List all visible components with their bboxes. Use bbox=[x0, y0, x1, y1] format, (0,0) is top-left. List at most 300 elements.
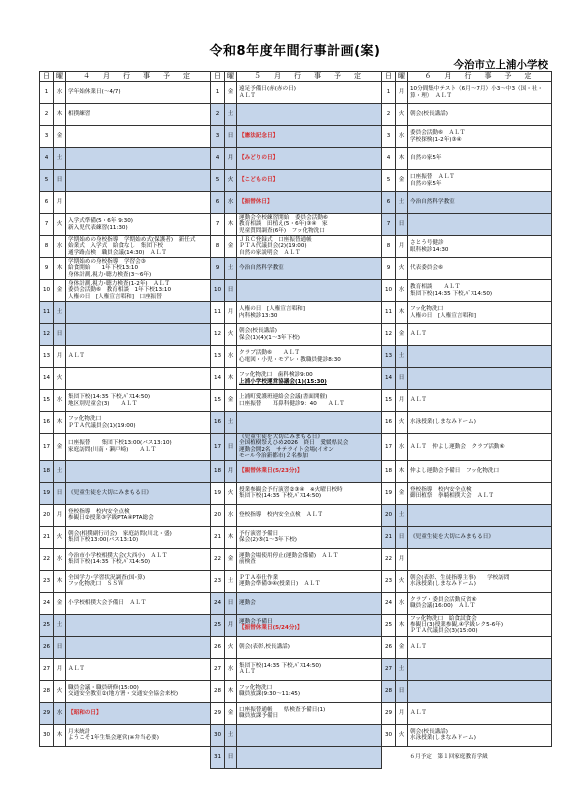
day-number-may: 15 bbox=[211, 390, 225, 412]
event-text: ＪＲＣ登録式 口座振替通帳 ＰＴＡ代議員会(2)(19:00) 自然の家説明会 ＡＬＴ bbox=[239, 236, 312, 256]
event-text: さとう号健診 眼科検診14:30 bbox=[410, 240, 449, 253]
day-row bbox=[40, 126, 552, 148]
event-text: 上浦町愛護班連絡会会議(書面開催) 口座振替 耳鼻科健診9：40 ＡＬＴ bbox=[239, 394, 345, 407]
weekday-apr: 土 bbox=[54, 460, 66, 482]
weekday-may: 月 bbox=[225, 302, 237, 324]
event-cell-may bbox=[237, 148, 382, 170]
event-cell-may bbox=[237, 482, 382, 504]
event-cell-may bbox=[237, 390, 382, 412]
event-text: 運動会予備日 bbox=[239, 618, 273, 625]
day-number-jun: 13 bbox=[382, 346, 396, 368]
day-row bbox=[40, 504, 552, 526]
holiday-label: 【憲法記念日】 bbox=[239, 133, 279, 140]
day-row bbox=[40, 702, 552, 724]
header-row bbox=[40, 72, 552, 82]
day-number-jun: 20 bbox=[382, 504, 396, 526]
day-number-jun: 27 bbox=[382, 658, 396, 680]
day-number-apr: 22 bbox=[40, 548, 54, 570]
weekday-may: 水 bbox=[225, 504, 237, 526]
day-number-may: 11 bbox=[211, 302, 225, 324]
header-weekday-jun: 曜 bbox=[396, 72, 408, 82]
event-cell-jun bbox=[408, 346, 552, 368]
day-number-may: 1 bbox=[211, 82, 225, 104]
holiday-label: 【親替休業日(5/23分)】 bbox=[239, 467, 303, 474]
day-number-may: 16 bbox=[211, 412, 225, 434]
event-cell-jun bbox=[408, 526, 552, 548]
event-text: 朝会(表彰,校長講話) bbox=[239, 643, 290, 650]
day-number-apr: 2 bbox=[40, 104, 54, 126]
weekday-may: 日 bbox=[225, 746, 237, 768]
event-text: 代表委員会⑥ bbox=[410, 265, 443, 272]
event-text: 予行演習予備日 保会(2)⑤(1～3年下校) bbox=[239, 530, 297, 544]
event-cell-apr bbox=[66, 390, 211, 412]
day-number-jun: 24 bbox=[382, 592, 396, 614]
event-cell-apr bbox=[66, 82, 211, 104]
day-number-jun: 7 bbox=[382, 214, 396, 236]
weekday-apr: 金 bbox=[54, 592, 66, 614]
event-cell-may bbox=[237, 82, 382, 104]
holiday-label: 【昭和の日】 bbox=[68, 709, 102, 716]
weekday-jun: 木 bbox=[396, 148, 408, 170]
event-cell-jun bbox=[408, 258, 552, 280]
event-cell-may bbox=[237, 614, 382, 636]
event-text: 学期始めの身校指導 学習会③ 給食開始 1年下校13:10 身体計測,視力･聴力検査(3～6年) bbox=[68, 258, 152, 278]
event-cell-apr bbox=[66, 614, 211, 636]
day-number-may: 21 bbox=[211, 526, 225, 548]
event-text: 運動会全校練習開始 委員会活動⑥ 教育相談 田植え(5・6年)③④ 家 児童質問調査(6年) フッ化物洗口 bbox=[239, 214, 328, 234]
weekday-jun: 金 bbox=[396, 324, 408, 346]
event-cell-apr bbox=[66, 368, 211, 390]
event-cell-jun bbox=[408, 614, 552, 636]
weekday-may: 月 bbox=[225, 614, 237, 636]
weekday-apr: 日 bbox=[54, 636, 66, 658]
day-number-jun: 17 bbox=[382, 434, 396, 461]
weekday-apr: 月 bbox=[54, 192, 66, 214]
day-number-apr bbox=[40, 746, 54, 768]
weekday-apr: 水 bbox=[54, 82, 66, 104]
day-number-apr: 19 bbox=[40, 482, 54, 504]
day-number-jun: 15 bbox=[382, 390, 396, 412]
event-cell-apr bbox=[66, 346, 211, 368]
weekday-jun: 火 bbox=[396, 724, 408, 746]
day-number-jun: 30 bbox=[382, 724, 396, 746]
day-number-jun: 22 bbox=[382, 548, 396, 570]
event-text: ＡＬＴ bbox=[68, 665, 85, 672]
day-number-apr: 12 bbox=[40, 324, 54, 346]
weekday-may: 木 bbox=[225, 214, 237, 236]
weekday-apr: 土 bbox=[54, 302, 66, 324]
weekday-may: 火 bbox=[225, 636, 237, 658]
event-text: フッ化物洗口 ＰＴＡ代議員会(1)(19:00) bbox=[68, 416, 136, 429]
event-cell-may bbox=[237, 346, 382, 368]
event-cell-jun bbox=[408, 236, 552, 258]
event-cell-jun bbox=[408, 412, 552, 434]
event-cell-apr bbox=[66, 592, 211, 614]
event-cell-jun bbox=[408, 104, 552, 126]
event-cell-may bbox=[237, 236, 382, 258]
day-row bbox=[40, 236, 552, 258]
weekday-jun: 月 bbox=[396, 702, 408, 724]
day-number-apr: 9 bbox=[40, 258, 54, 280]
day-row bbox=[40, 412, 552, 434]
holiday-label: 【こどもの日】 bbox=[239, 177, 279, 184]
event-text: ＰＴＡ奉仕作業 運動会準備③④(授業日) ＡＬＴ bbox=[239, 574, 321, 588]
day-row bbox=[40, 614, 552, 636]
event-text: 集団下校(14:35 下校,ﾊﾞｽ14:50) ＡＬＴ bbox=[239, 662, 322, 676]
event-text: 朝会(相撲副行司会) 家庭訪問(川北・盛) 集団下校13:00(バス13:10) bbox=[68, 530, 172, 544]
event-cell-apr bbox=[66, 412, 211, 434]
weekday-jun: 日 bbox=[396, 680, 408, 702]
weekday-jun: 土 bbox=[396, 346, 408, 368]
day-number-jun: 18 bbox=[382, 460, 396, 482]
weekday-may: 金 bbox=[225, 702, 237, 724]
holiday-label: 【振替休日】 bbox=[239, 199, 273, 206]
weekday-may: 月 bbox=[225, 460, 237, 482]
day-number-may: 6 bbox=[211, 192, 225, 214]
event-cell-jun bbox=[408, 724, 552, 746]
day-number-may: 24 bbox=[211, 592, 225, 614]
event-cell-jun bbox=[408, 192, 552, 214]
day-number-jun: 26 bbox=[382, 636, 396, 658]
day-number-may: 12 bbox=[211, 324, 225, 346]
event-text: 集団下校(14:35 下校,ﾊﾞｽ14:50) 地区別児童会(3) ＡＬＴ bbox=[68, 394, 151, 407]
day-number-jun: 21 bbox=[382, 526, 396, 548]
day-row bbox=[40, 434, 552, 461]
event-cell-apr bbox=[66, 504, 211, 526]
weekday-apr: 水 bbox=[54, 236, 66, 258]
day-number-may: 27 bbox=[211, 658, 225, 680]
day-number-jun: 1 bbox=[382, 82, 396, 104]
header-weekday-apr: 曜 bbox=[54, 72, 66, 82]
header-day-jun: 日 bbox=[382, 72, 396, 82]
event-text: ＡＬＴ bbox=[410, 331, 427, 338]
day-row bbox=[40, 658, 552, 680]
day-row bbox=[40, 636, 552, 658]
weekday-apr: 日 bbox=[54, 482, 66, 504]
event-text: 今治自然科学教室 bbox=[239, 265, 284, 272]
weekday-may: 月 bbox=[225, 148, 237, 170]
weekday-jun: 土 bbox=[396, 504, 408, 526]
weekday-jun: 月 bbox=[396, 390, 408, 412]
event-text: クラブ・委員会活動反省⑥ 職員会議(16:00) ＡＬＴ bbox=[410, 596, 477, 610]
day-number-apr: 26 bbox=[40, 636, 54, 658]
event-text: 朝会(表彰、生徒指導主事) 学校訪問 水泳授業(しまなみドーム) bbox=[410, 574, 510, 588]
event-cell-apr bbox=[66, 746, 211, 768]
page-title: 令和8年度年間行事計画(案) bbox=[209, 44, 381, 59]
event-text: 10分間集中テスト（6月～7月）小3～中3（国・社・算・理） ＡＬＴ bbox=[410, 86, 544, 99]
weekday-may: 金 bbox=[225, 82, 237, 104]
event-cell-may bbox=[237, 214, 382, 236]
event-text: 口座振替 ＡＬＴ 自然の家5年 bbox=[410, 174, 455, 187]
weekday-jun: 日 bbox=[396, 214, 408, 236]
event-cell-may bbox=[237, 170, 382, 192]
day-number-may: 10 bbox=[211, 280, 225, 302]
event-text: 遠足予備日(赤(赤の日) ＡＬＴ bbox=[239, 86, 296, 99]
day-number-apr: 1 bbox=[40, 82, 54, 104]
event-text: 自然の家5年 bbox=[410, 155, 442, 162]
weekday-jun: 水 bbox=[396, 434, 408, 461]
event-cell-may bbox=[237, 548, 382, 570]
day-number-jun: 29 bbox=[382, 702, 396, 724]
weekday-may: 土 bbox=[225, 570, 237, 592]
day-number-may: 3 bbox=[211, 126, 225, 148]
weekday-may: 土 bbox=[225, 724, 237, 746]
day-number-apr: 16 bbox=[40, 412, 54, 434]
day-number-apr: 20 bbox=[40, 504, 54, 526]
event-text: 《児童生徒を大切にみまもる日》 bbox=[410, 533, 494, 540]
weekday-jun bbox=[396, 746, 408, 768]
event-text: 登校指導 校内安全点検 参観日②授業③学級PTA④PTA総会 bbox=[68, 508, 154, 522]
event-cell-jun bbox=[408, 302, 552, 324]
day-row bbox=[40, 548, 552, 570]
weekday-jun: 火 bbox=[396, 258, 408, 280]
day-number-may: 14 bbox=[211, 368, 225, 390]
day-number-may: 19 bbox=[211, 482, 225, 504]
weekday-may: 日 bbox=[225, 126, 237, 148]
day-number-jun: 12 bbox=[382, 324, 396, 346]
event-cell-apr bbox=[66, 702, 211, 724]
day-number-apr: 13 bbox=[40, 346, 54, 368]
weekday-apr: 火 bbox=[54, 526, 66, 548]
day-number-may: 9 bbox=[211, 258, 225, 280]
weekday-may: 火 bbox=[225, 170, 237, 192]
day-number-apr: 25 bbox=[40, 614, 54, 636]
weekday-apr: 月 bbox=[54, 504, 66, 526]
event-text: 登校指導 校内安全点検 ＡＬＴ bbox=[239, 511, 323, 518]
day-number-jun: 4 bbox=[382, 148, 396, 170]
weekday-apr: 水 bbox=[54, 548, 66, 570]
event-cell-may bbox=[237, 258, 382, 280]
event-text: 登校指導 校内安全点検 御田植祭 拳騎相撲大会 ＡＬＴ bbox=[410, 486, 494, 500]
event-cell-may bbox=[237, 126, 382, 148]
event-text: ＡＬＴ bbox=[68, 353, 85, 360]
event-cell-may bbox=[237, 104, 382, 126]
event-text: フッ化物洗口 人権の日 [人権宣言唱和] bbox=[410, 306, 476, 319]
event-cell-jun bbox=[408, 746, 552, 768]
day-number-jun: 3 bbox=[382, 126, 396, 148]
event-cell-apr bbox=[66, 170, 211, 192]
day-number-apr: 21 bbox=[40, 526, 54, 548]
event-cell-may bbox=[237, 280, 382, 302]
event-cell-may bbox=[237, 192, 382, 214]
event-cell-jun bbox=[408, 280, 552, 302]
event-cell-apr bbox=[66, 526, 211, 548]
weekday-apr: 木 bbox=[54, 570, 66, 592]
day-number-apr: 14 bbox=[40, 368, 54, 390]
day-row bbox=[40, 368, 552, 390]
day-number-may: 20 bbox=[211, 504, 225, 526]
event-emphasis: 上浦小学校運営協議会(1)(15:30) bbox=[239, 378, 327, 385]
event-text: 朝会(校長講話) bbox=[410, 111, 448, 118]
event-text: 学期始めの身校指導 学期始め式(保護者) 新任式 始業式 入学式 給食なし 集団下校 通学路点検 職員会議(14:30) ＡＬＴ bbox=[68, 236, 196, 256]
event-cell-may bbox=[237, 702, 382, 724]
weekday-jun: 水 bbox=[396, 592, 408, 614]
day-row bbox=[40, 482, 552, 504]
event-cell-apr bbox=[66, 636, 211, 658]
day-number-jun: 2 bbox=[382, 104, 396, 126]
day-row bbox=[40, 460, 552, 482]
event-cell-apr bbox=[66, 434, 211, 461]
weekday-may: 火 bbox=[225, 482, 237, 504]
day-number-jun: 5 bbox=[382, 170, 396, 192]
day-number-apr: 4 bbox=[40, 148, 54, 170]
schedule-table bbox=[39, 71, 552, 769]
event-cell-may bbox=[237, 412, 382, 434]
day-row bbox=[40, 724, 552, 746]
event-cell-may bbox=[237, 680, 382, 702]
event-text: 委員会活動⑥ ＡＬＴ 学校探検(1-2年)③④ bbox=[410, 130, 466, 143]
weekday-apr: 土 bbox=[54, 614, 66, 636]
event-text: 職員会議・職員研修(15:00) 交通安全教室②(地方署・交通安全協会来校) bbox=[68, 684, 179, 698]
day-number-may: 26 bbox=[211, 636, 225, 658]
event-cell-jun bbox=[408, 148, 552, 170]
weekday-apr: 木 bbox=[54, 724, 66, 746]
event-cell-jun bbox=[408, 82, 552, 104]
weekday-may: 土 bbox=[225, 104, 237, 126]
day-number-apr: 11 bbox=[40, 302, 54, 324]
event-text: 入学式準備(5・6年 9:30) 新入児代表練習(11:30) bbox=[68, 218, 133, 231]
weekday-may: 水 bbox=[225, 658, 237, 680]
event-text: 朝会(校長講話) 保会(1)(4)(1～3年下校) bbox=[239, 328, 300, 341]
event-cell-may bbox=[237, 460, 382, 482]
weekday-may: 木 bbox=[225, 368, 237, 390]
event-cell-may bbox=[237, 592, 382, 614]
event-cell-apr bbox=[66, 548, 211, 570]
day-number-apr: 28 bbox=[40, 680, 54, 702]
event-cell-jun bbox=[408, 126, 552, 148]
event-cell-may bbox=[237, 724, 382, 746]
event-text: 運動会場使用停止(運動会係備) ＡＬＴ 前検査 bbox=[239, 552, 339, 566]
weekday-jun: 水 bbox=[396, 126, 408, 148]
day-number-jun: 9 bbox=[382, 258, 396, 280]
event-cell-may bbox=[237, 746, 382, 768]
weekday-apr: 土 bbox=[54, 148, 66, 170]
event-cell-jun bbox=[408, 482, 552, 504]
event-cell-may bbox=[237, 368, 382, 390]
day-number-apr: 29 bbox=[40, 702, 54, 724]
weekday-apr: 日 bbox=[54, 324, 66, 346]
event-cell-may bbox=[237, 302, 382, 324]
event-text: 朝会(校長講話) 水泳授業(しまなみドーム) bbox=[410, 728, 476, 742]
weekday-jun: 月 bbox=[396, 236, 408, 258]
day-number-jun: 19 bbox=[382, 482, 396, 504]
day-row bbox=[40, 346, 552, 368]
event-text: 小学校相撲大会予備日 ＡＬＴ bbox=[68, 599, 147, 606]
day-number-apr: 6 bbox=[40, 192, 54, 214]
day-number-apr: 17 bbox=[40, 434, 54, 461]
weekday-may: 土 bbox=[225, 258, 237, 280]
event-cell-jun bbox=[408, 570, 552, 592]
event-cell-jun bbox=[408, 636, 552, 658]
day-number-may: 22 bbox=[211, 548, 225, 570]
weekday-jun: 月 bbox=[396, 82, 408, 104]
day-number-may: 4 bbox=[211, 148, 225, 170]
day-number-may: 31 bbox=[211, 746, 225, 768]
day-row bbox=[40, 592, 552, 614]
event-cell-apr bbox=[66, 302, 211, 324]
event-cell-apr bbox=[66, 460, 211, 482]
schedule-rows bbox=[40, 82, 552, 769]
event-text: 仲よし運動会予備日 フッ化物洗口 bbox=[410, 467, 500, 474]
day-row bbox=[40, 680, 552, 702]
day-row bbox=[40, 148, 552, 170]
event-cell-apr bbox=[66, 148, 211, 170]
event-cell-apr bbox=[66, 680, 211, 702]
weekday-apr: 月 bbox=[54, 658, 66, 680]
day-number-may: 8 bbox=[211, 236, 225, 258]
event-text: 《児童生徒を大切にみまもる日》 bbox=[68, 489, 152, 496]
day-number-may: 28 bbox=[211, 680, 225, 702]
weekday-apr: 水 bbox=[54, 390, 66, 412]
weekday-may: 水 bbox=[225, 346, 237, 368]
day-number-jun: 10 bbox=[382, 280, 396, 302]
event-text: クラブ活動⑥ ＡＬＴ 心電図・小児・モアレ・教職員健診8:30 bbox=[239, 350, 341, 363]
day-number-apr: 5 bbox=[40, 170, 54, 192]
weekday-may: 火 bbox=[225, 324, 237, 346]
weekday-may: 木 bbox=[225, 680, 237, 702]
event-cell-jun bbox=[408, 324, 552, 346]
event-cell-apr bbox=[66, 280, 211, 302]
event-text: 相撲練習 bbox=[68, 111, 91, 118]
weekday-jun: 日 bbox=[396, 526, 408, 548]
event-cell-apr bbox=[66, 192, 211, 214]
weekday-jun: 金 bbox=[396, 170, 408, 192]
weekday-apr: 火 bbox=[54, 214, 66, 236]
event-cell-may bbox=[237, 526, 382, 548]
day-number-may: 5 bbox=[211, 170, 225, 192]
event-cell-apr bbox=[66, 126, 211, 148]
event-cell-jun bbox=[408, 702, 552, 724]
weekday-apr: 月 bbox=[54, 346, 66, 368]
event-text: 身体計測,視力･聴力検査(1-2年) ＡＬＴ 委員会活動⑥ 教育相談 1年下校13:10 人権の日 [人権宣言唱和] 口座振替 bbox=[68, 280, 172, 300]
event-text: 人権の日 [人権宣言唱和] 内科検診13:30 bbox=[239, 306, 305, 319]
weekday-may: 金 bbox=[225, 390, 237, 412]
day-number-jun: 25 bbox=[382, 614, 396, 636]
event-text: 月末統計 ようこそ1年生集会運営(※弁当必要) bbox=[68, 728, 159, 742]
day-number-jun: 23 bbox=[382, 570, 396, 592]
day-number-may: 29 bbox=[211, 702, 225, 724]
day-number-apr: 18 bbox=[40, 460, 54, 482]
event-cell-may bbox=[237, 658, 382, 680]
event-text: 今治自然科学教室 bbox=[410, 199, 455, 206]
day-row bbox=[40, 526, 552, 548]
event-cell-may bbox=[237, 570, 382, 592]
header-weekday-may: 曜 bbox=[225, 72, 237, 82]
weekday-apr: 木 bbox=[54, 104, 66, 126]
weekday-jun: 火 bbox=[396, 104, 408, 126]
event-text: 教育相談 ＡＬＴ 集団下校(14:35 下校,ﾊﾞｽ14:50) bbox=[410, 284, 493, 297]
event-text: 運動会 bbox=[239, 599, 256, 606]
event-cell-jun bbox=[408, 390, 552, 412]
event-cell-may bbox=[237, 504, 382, 526]
event-cell-jun bbox=[408, 368, 552, 390]
event-text: フッ化物洗口 歯科検診9:00 bbox=[239, 372, 313, 379]
day-number-may: 23 bbox=[211, 570, 225, 592]
header-day-apr: 日 bbox=[40, 72, 54, 82]
event-cell-jun bbox=[408, 548, 552, 570]
day-number-may: 18 bbox=[211, 460, 225, 482]
weekday-apr: 金 bbox=[54, 434, 66, 461]
weekday-may: 日 bbox=[225, 280, 237, 302]
event-text: 今治市小学校相撲大会(大西小) ＡＬＴ 集団下校(14:35 下校,ﾊﾞｽ14:50) bbox=[68, 552, 168, 566]
day-row bbox=[40, 570, 552, 592]
weekday-jun: 木 bbox=[396, 614, 408, 636]
day-number-apr: 8 bbox=[40, 236, 54, 258]
event-cell-apr bbox=[66, 482, 211, 504]
day-row bbox=[40, 258, 552, 280]
event-text: ＡＬＴ bbox=[410, 709, 427, 716]
day-number-apr: 7 bbox=[40, 214, 54, 236]
